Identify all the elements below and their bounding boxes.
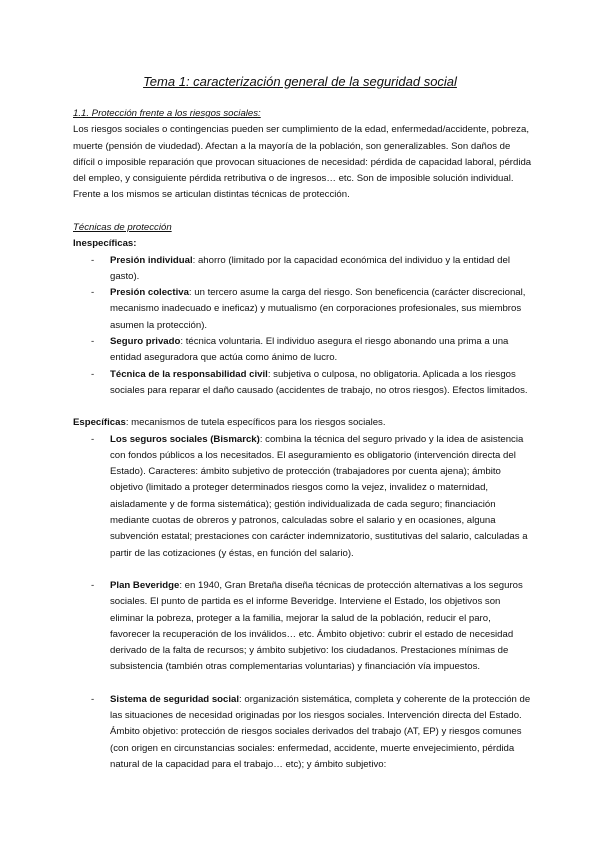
list-item: - Los seguros sociales (Bismarck): combina la técnica del seguro privado y la idea de asistencia con fondos públicos a los necesitados. El aseguramiento es obligatorio (intervención directa del Estado). Caracteres: ámbito subjetivo de protección (trabajadores por cuenta ajena); ámbito objetivo (limitado a proteger determinados riesgos como la vejez, invalidez o maternidad, aisladamente y de forma sistemática); gestión individualizada de cada seguro; financiación mediante cuotas de obreros y patronos, calculadas sobre el salario y en ocasiones, alguna subvención estatal; prestaciones con carácter indemnizatorio, sustitutivas del salario, calculadas a partir de las cotizaciones (y éstas, en función del salario). xyxy=(91,433,528,559)
inespecificas-label: Inespecíficas: xyxy=(73,238,137,250)
list-item: - Sistema de seguridad social: organización sistemática, completa y coherente de la protección de las situaciones de necesidad originadas por los riesgos sociales. Intervención directa del Estado. Ámbito objetivo: protección de riesgos sociales derivados del trabajo (AT, EP) y riesgos comunes (con origen en circunstancias sociales: enfermedad, accidente, muerte envejecimiento, pérdida natural de la capacidad para el trabajo… etc); y ámbito subjetivo: xyxy=(91,693,531,770)
tecnicas-section xyxy=(73,220,533,773)
tecnicas-heading: Técnicas de protección xyxy=(73,222,172,233)
section-heading: 1.1. Protección frente a los riesgos sociales: xyxy=(73,108,261,119)
inespecificas-list xyxy=(73,253,533,400)
page-title: Tema 1: caracterización general de la seguridad social xyxy=(143,74,457,89)
section-paragraph: Los riesgos sociales o contingencias pueden ser cumplimiento de la edad, enfermedad/accidente, pobreza, muerte (pensión de viudedad). Afectan a la mayoría de la población, son generalizables. Son daños de difícil o imposible reparación que provocan situaciones de necesidad: pérdida de capacidad laboral, pérdida del empleo, y consiguiente pérdida retributiva o de ingresos… etc. Son de imposible solución individual. Frente a los mismos se articulan distintas técnicas de protección. xyxy=(73,124,532,201)
especificas-intro: Específicas: mecanismos de tutela específicos para los riesgos sociales. xyxy=(73,417,386,429)
list-item: - Seguro privado: técnica voluntaria. El individuo asegura el riesgo abonando una prima a una entidad aseguradora que actúa como ánimo de lucro. xyxy=(91,336,509,364)
list-item: - Plan Beveridge: en 1940, Gran Bretaña diseña técnicas de protección alternativas a los seguros sociales. El punto de partida es el informe Beveridge. Interviene el Estado, los objetivos son eliminar la pobreza, proteger a la familia, mejorar la salud de la población, reducir el paro, favorecer la recuperación de los inválidos… etc. Ámbito objetivo: cubrir el estado de necesidad derivado de la falta de recursos; y ámbito subjetivo: los ciudadanos. Prestaciones mínimas de subsistencia (también otras complementarias voluntarias) y financiación vía impuestos. xyxy=(91,579,523,673)
list-item: - Técnica de la responsabilidad civil: subjetiva o culposa, no obligatoria. Aplicada a los riesgos sociales para reparar el daño causado (accidentes de trabajo, no otros riesgos). Efectos limitados. xyxy=(91,368,528,396)
list-item: - Presión colectiva: un tercero asume la carga del riesgo. Son beneficencia (carácter discrecional, mecanismo inadecuado e ineficaz) y mutualismo (en corporaciones profesionales, sus miembros asumen la protección). xyxy=(91,287,526,331)
especificas-list xyxy=(73,432,533,774)
list-item: - Presión individual: ahorro (limitado por la capacidad económica del individuo y la entidad del gasto). xyxy=(91,254,510,282)
section-1-1 xyxy=(73,106,533,204)
